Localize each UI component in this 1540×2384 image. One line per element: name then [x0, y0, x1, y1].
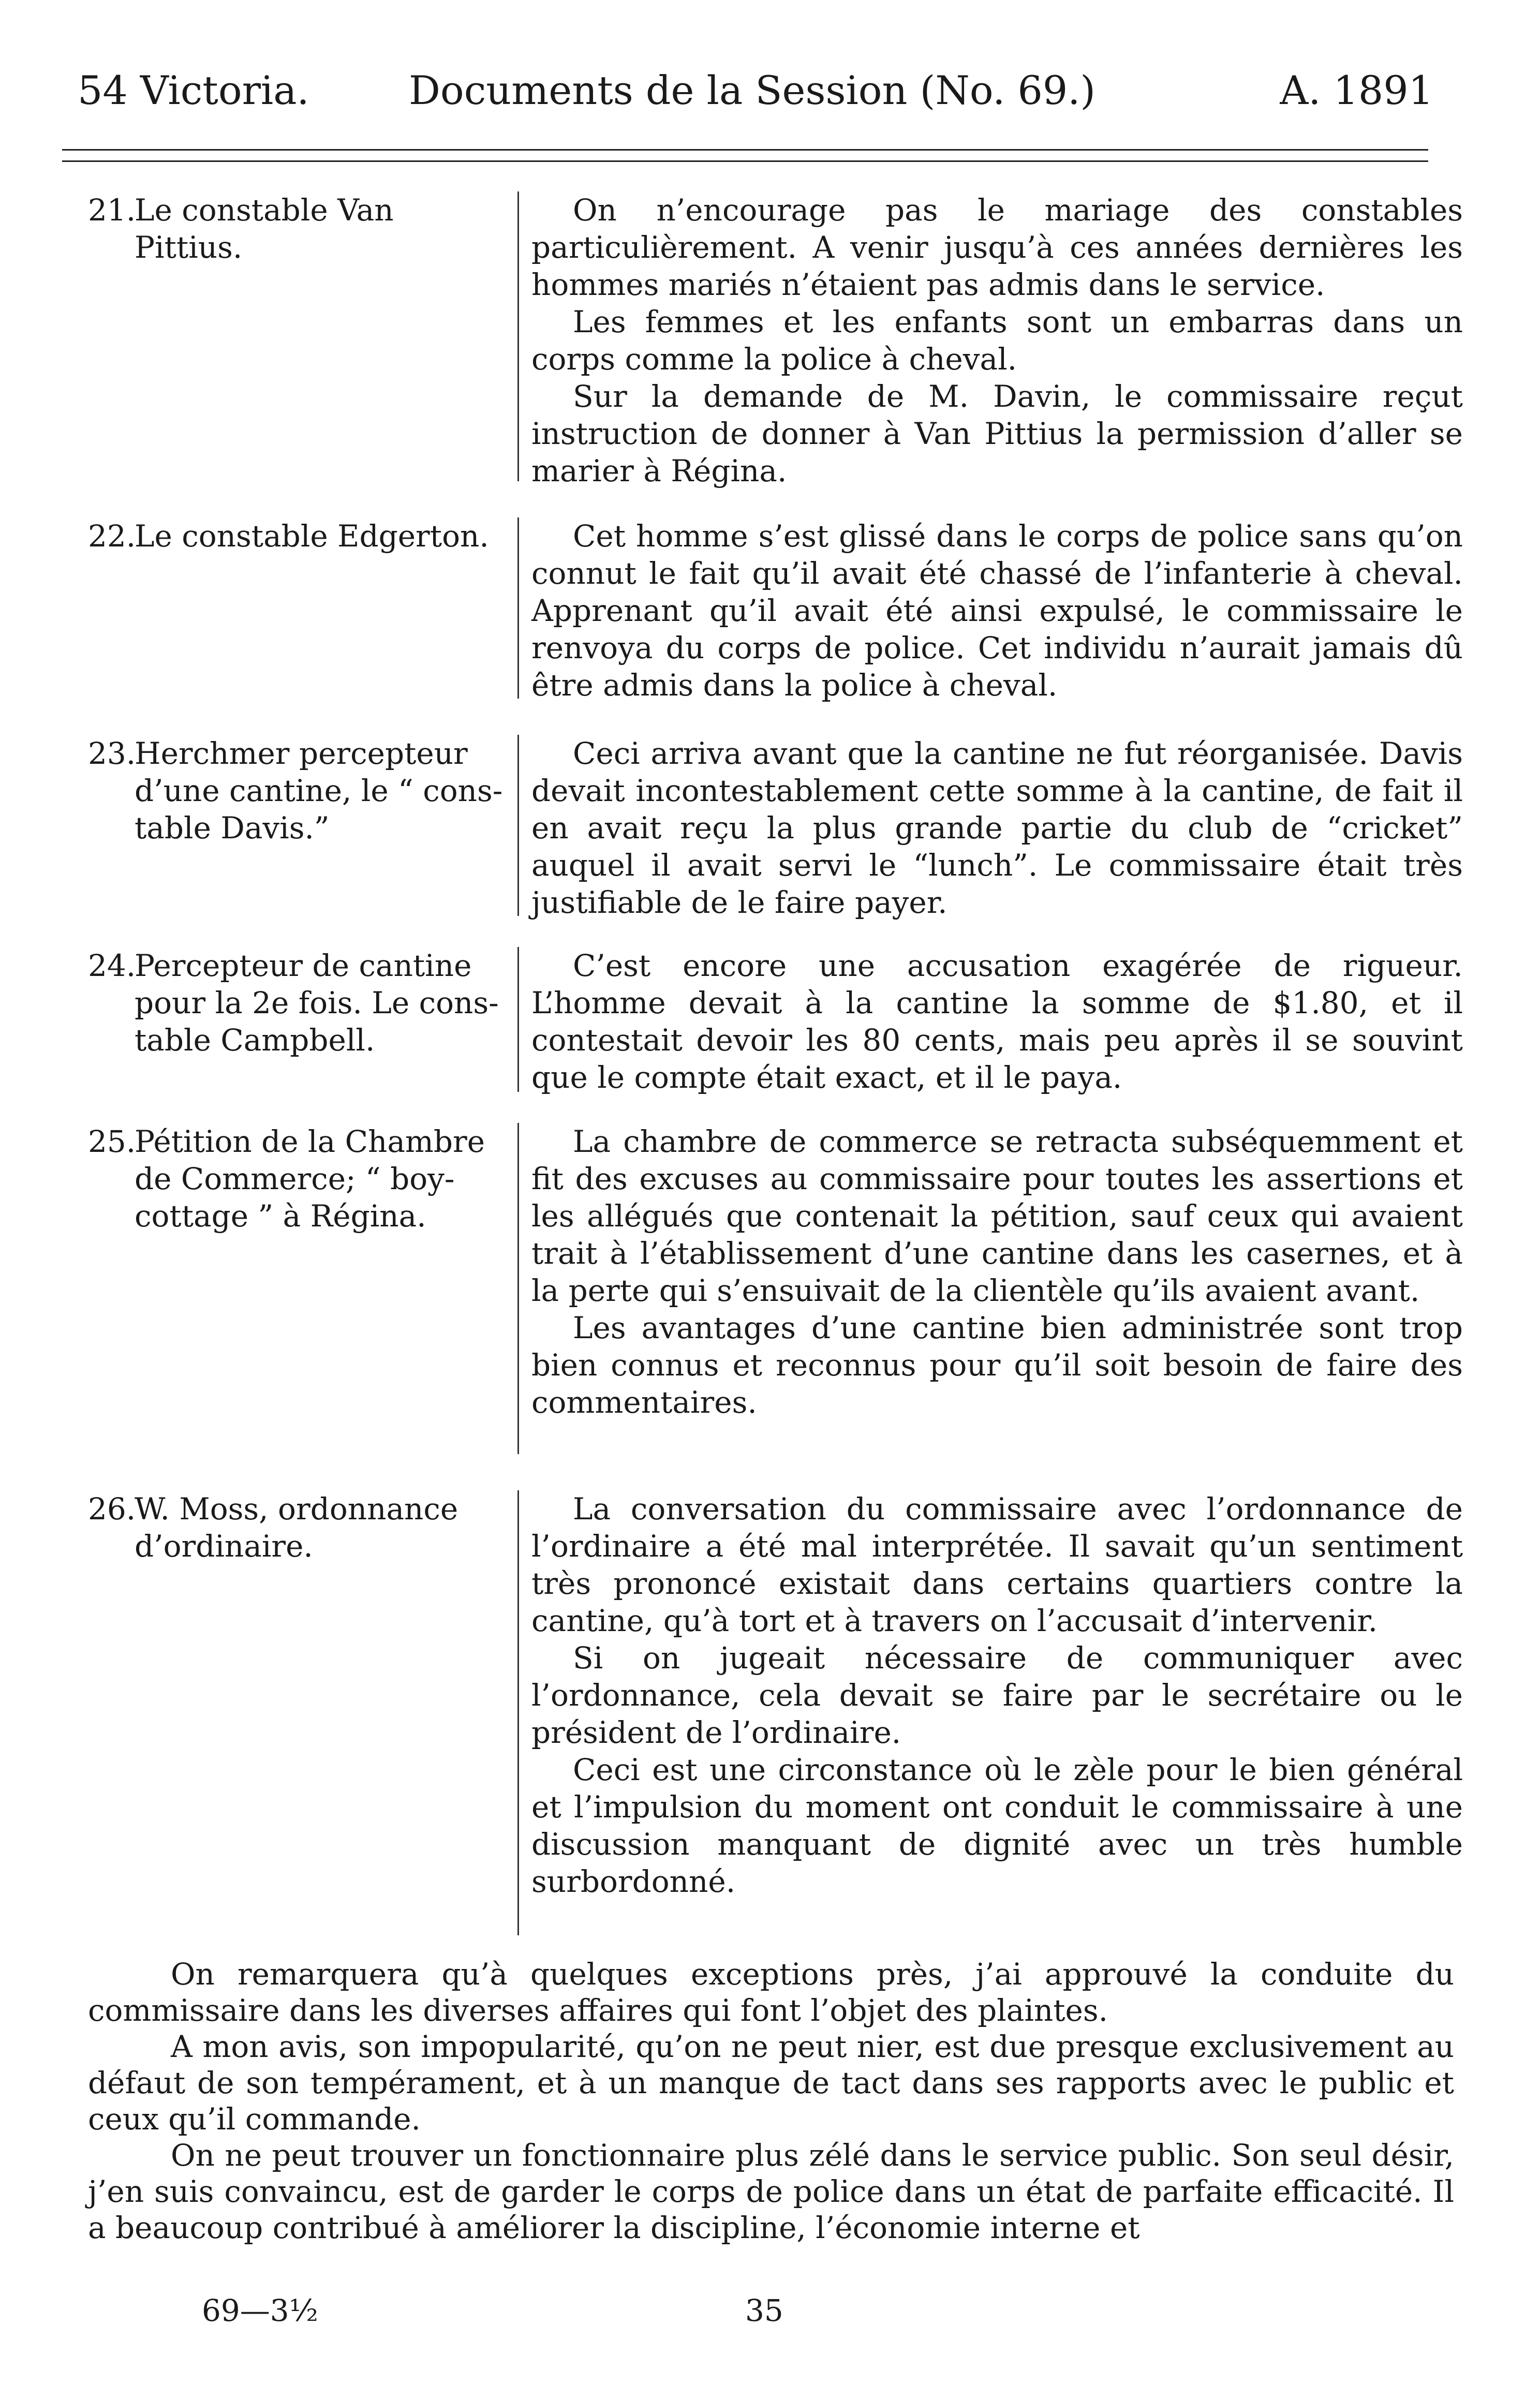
header-regnal-year: 54 Victoria. — [78, 67, 309, 113]
entry-text — [517, 191, 1463, 488]
entry-label — [88, 191, 512, 266]
entry-paragraph: Ceci arriva avant que la cantine ne fut réorganisée. Davis devait incontestablement cette somme à la cantine, de fait il en avait reçu la plus grande partie du club de “cricket” auquel il avait servi le “lunch”. Le commissaire était très justifiable de le faire payer. — [531, 736, 1463, 920]
entry-paragraph: Ceci est une circonstance où le zèle pour le bien général et l’impulsion du moment ont conduit le commissaire à une discussion manquant de dignité avec un très humble surbordonné. — [531, 1752, 1463, 1899]
entry-paragraph: La chambre de commerce se retracta subséquemment et fit des excuses au commissaire pour toutes les assertions et les allégués que contenait la pétition, sauf ceux qui avaient trait à l’établissement d’une cantine dans les casernes, et à la perte qui s’ensuivait de la clientèle qu’ils avaient avant. — [531, 1124, 1463, 1308]
entry-text — [517, 517, 1463, 703]
entry-label-line: Pétition de la Chambre — [135, 1124, 485, 1159]
entry-text — [517, 947, 1463, 1095]
header-year: A. 1891 — [1280, 67, 1433, 113]
entry-text — [517, 1123, 1463, 1454]
page-header — [78, 62, 1433, 119]
closing-paragraph: On remarquera qu’à quelques exceptions près, j’ai approuvé la conduite du commissaire dans les diverses affaires qui font l’objet des plaintes. — [88, 1957, 1454, 2028]
header-rule-bottom — [62, 160, 1428, 162]
entry-label-line: d’ordinaire. — [135, 1529, 313, 1564]
entry-label — [88, 735, 512, 847]
entry-paragraph: Si on jugeait nécessaire de communiquer avec l’ordonnance, cela devait se faire par le secrétaire ou le président de l’ordinaire. — [531, 1640, 1463, 1750]
closing-paragraph: On ne peut trouver un fonctionnaire plus zélé dans le service public. Son seul désir, j’en suis convaincu, est de garder le corps de police dans un état de parfaite efficacité. Il a beaucoup contribué à améliorer la discipline, l’économie interne et — [88, 2138, 1454, 2245]
closing-paragraph: A mon avis, son impopularité, qu’on ne peut nier, est due presque exclusivement au défaut de son tempérament, et à un manque de tact dans ses rapports avec le public et ceux qu’il commande. — [88, 2029, 1454, 2137]
entry-label-line: Percepteur de cantine — [135, 948, 472, 983]
entry-number: 25. — [88, 1124, 136, 1159]
header-rule-top — [62, 149, 1428, 151]
entry-label-line: cottage ” à Régina. — [135, 1198, 426, 1234]
entry-number: 21. — [88, 193, 136, 228]
entry-number: 24. — [88, 948, 136, 983]
entry-label — [88, 1490, 512, 1565]
entry-number: 23. — [88, 736, 136, 771]
entry-label-line: Herchmer percepteur — [135, 736, 468, 771]
entry-label-line: W. Moss, ordonnance — [135, 1491, 458, 1527]
entry-number: 26. — [88, 1491, 136, 1527]
entry-text — [517, 1490, 1463, 1935]
header-title: Documents de la Session (No. 69.) — [409, 67, 1096, 113]
entry-paragraph: Cet homme s’est glissé dans le corps de police sans qu’on connut le fait qu’il avait été chassé de l’infanterie à cheval. Apprenant qu’il avait été ainsi expulsé, le commissaire le renvoya du corps de police. Cet individu n’aurait jamais dû être admis dans la police à cheval. — [531, 519, 1463, 703]
entry-paragraph: Les femmes et les enfants sont un embarras dans un corps comme la police à cheval. — [531, 304, 1463, 377]
entry-label-line: table Davis.” — [135, 810, 330, 846]
entry-label-line: table Campbell. — [135, 1023, 375, 1058]
entry-label-line: d’une cantine, le “ cons- — [135, 773, 503, 808]
closing-text — [88, 1956, 1454, 2246]
entry-label-line: Le constable Van — [135, 193, 394, 228]
entry-label — [88, 517, 512, 555]
entry-label-line: pour la 2e fois. Le cons- — [135, 985, 499, 1020]
entry-paragraph: C’est encore une accusation exagérée de rigueur. L’homme devait à la cantine la somme de $1.80, et il contestait devoir les 80 cents, mais peu après il se souvint que le compte était exact, et il le paya. — [531, 948, 1463, 1095]
page-number: 35 — [745, 2293, 783, 2328]
entry-label — [88, 1123, 512, 1235]
entry-label-line: Le constable Edgerton. — [135, 519, 489, 554]
entry-paragraph: Sur la demande de M. Davin, le commissaire reçut instruction de donner à Van Pittius la permission d’aller se marier à Régina. — [531, 379, 1463, 488]
entry-label-line: de Commerce; “ boy- — [135, 1161, 455, 1196]
signature-mark: 69—3½ — [202, 2293, 318, 2328]
entry-paragraph: Les avantages d’une cantine bien administrée sont trop bien connus et reconnus pour qu’il soit besoin de faire des commentaires. — [531, 1310, 1463, 1420]
entry-paragraph: La conversation du commissaire avec l’ordonnance de l’ordinaire a été mal interprétée. Il savait qu’un sentiment très prononcé existait dans certains quartiers contre la cantine, qu’à tort et à travers on l’accusait d’intervenir. — [531, 1491, 1463, 1638]
entry-text — [517, 735, 1463, 920]
entry-paragraph: On n’encourage pas le mariage des constables particulièrement. A venir jusqu’à ces années dernières les hommes mariés n’étaient pas admis dans le service. — [531, 193, 1463, 302]
entry-number: 22. — [88, 519, 136, 554]
entry-label — [88, 947, 512, 1059]
entry-label-line: Pittius. — [135, 230, 243, 265]
